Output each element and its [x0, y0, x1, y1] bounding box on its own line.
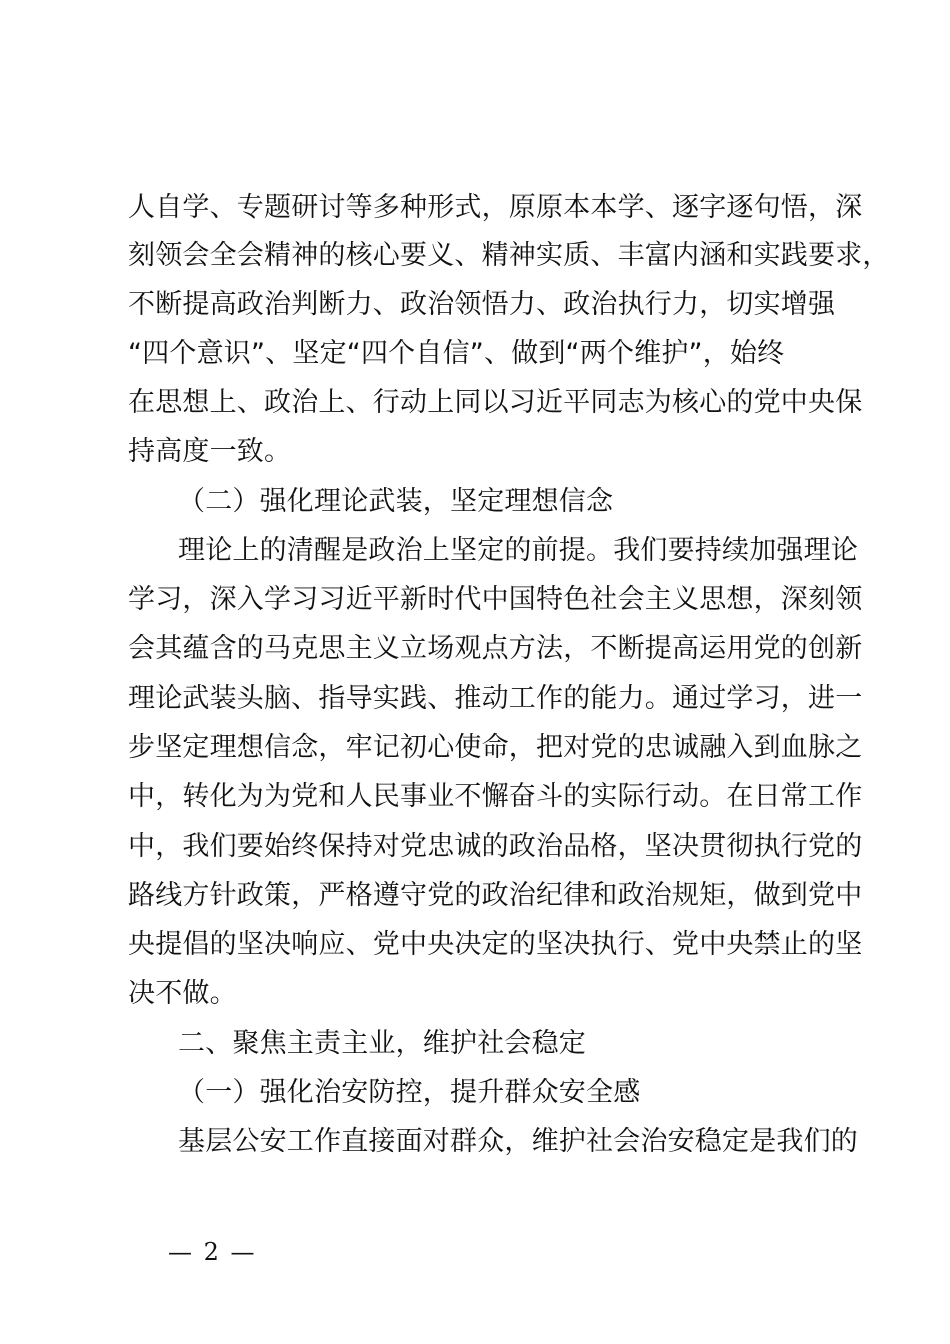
text-line: 决不做。 [128, 978, 237, 1009]
text-line: 人自学、专题研讨等多种形式，原原本本学、逐字逐句悟，深 [128, 192, 863, 223]
section-heading: 二、聚焦主责主业，维护社会稳定 [178, 1028, 586, 1059]
section-heading: （二）强化理论武装，坚定理想信念 [178, 486, 614, 517]
text-line: 不断提高政治判断力、政治领悟力、政治执行力，切实增强 [128, 289, 836, 320]
text-line: 理论上的清醒是政治上坚定的前提。我们要持续加强理论 [178, 535, 858, 566]
page-number: — 2 — [168, 1238, 257, 1266]
text-line: 中，转化为为党和人民事业不懈奋斗的实际行动。在日常工作 [128, 781, 863, 812]
text-line: 持高度一致。 [128, 436, 292, 467]
text-line: 在思想上、政治上、行动上同以习近平同志为核心的党中央保 [128, 387, 863, 418]
text-line: 会其蕴含的马克思主义立场观点方法，不断提高运用党的创新 [128, 633, 863, 664]
text-line: 中，我们要始终保持对党忠诚的政治品格，坚决贯彻执行党的 [128, 831, 863, 862]
text-line: 刻领会全会精神的核心要义、精神实质、丰富内涵和实践要求， [128, 240, 890, 271]
text-line: 步坚定理想信念，牢记初心使命，把对党的忠诚融入到血脉之 [128, 732, 863, 763]
text-line: 理论武装头脑、指导实践、推动工作的能力。通过学习，进一 [128, 683, 863, 714]
text-line: “四个意识”、坚定“四个自信”、做到“两个维护”，始终 [128, 338, 785, 369]
section-heading: （一）强化治安防控，提升群众安全感 [178, 1077, 641, 1108]
text-line: 央提倡的坚决响应、党中央决定的坚决执行、党中央禁止的坚 [128, 929, 863, 960]
text-line: 学习，深入学习习近平新时代中国特色社会主义思想，深刻领 [128, 584, 863, 615]
text-line: 路线方针政策，严格遵守党的政治纪律和政治规矩，做到党中 [128, 880, 863, 911]
text-line: 基层公安工作直接面对群众，维护社会治安稳定是我们的 [178, 1126, 858, 1157]
